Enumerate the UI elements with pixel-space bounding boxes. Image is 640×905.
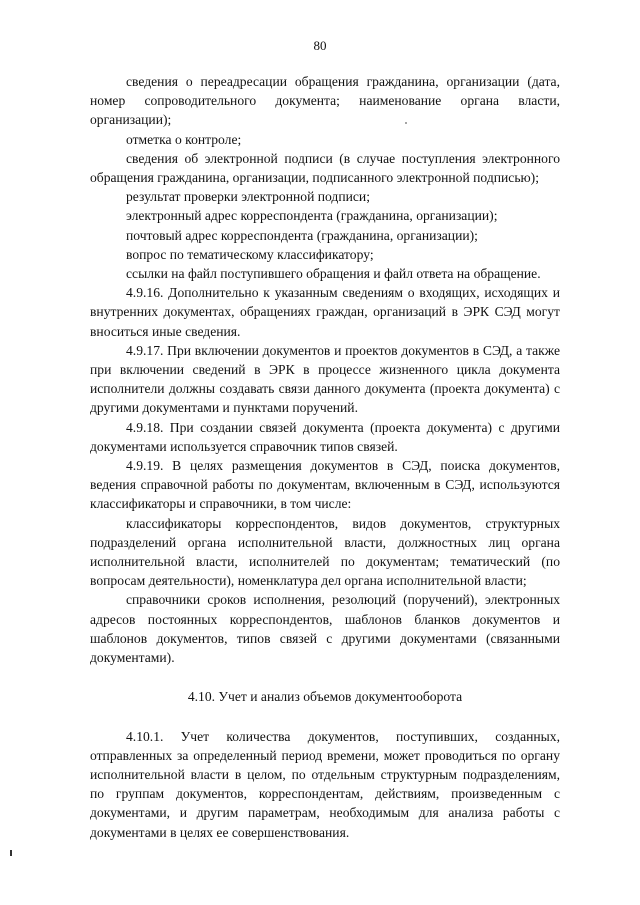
paragraph-reference-books: справочники сроков исполнения, резолюций (поручений), электронных адресов постоянных корреспондентов, шаблонов бланков документов и шаблонов документов, типов связей с другими документами (связанными документами).	[90, 592, 560, 666]
paragraph-4-9-18: 4.9.18. При создании связей документа (проекта документа) с другими документами используется справочник типов связей.	[90, 419, 560, 454]
paragraph-4-9-16: 4.9.16. Дополнительно к указанным сведениям о входящих, исходящих и внутренних документах, обращениях граждан, организаций в ЭРК СЭД могут вноситься иные сведения.	[90, 285, 560, 339]
paragraph: результат проверки электронной подписи;	[126, 189, 370, 205]
section-heading: 4.10. Учет и анализ объемов документооборота	[187, 689, 463, 705]
paragraph: почтовый адрес корреспондента (гражданина, организации);	[126, 227, 478, 243]
paragraph-4-9-17: 4.9.17. При включении документов и проектов документов в СЭД, а также при включении сведений в ЭРК в процессе жизненного цикла документа исполнители должны создавать связи данного документа (проекта документа) с другими документами и пунктами поручений.	[90, 342, 560, 416]
document-body	[90, 72, 560, 842]
paragraph: ссылки на файл поступившего обращения и файл ответа на обращение.	[126, 266, 541, 282]
scan-mark	[10, 850, 12, 856]
paragraph-4-9-19: 4.9.19. В целях размещения документов в СЭД, поиска документов, ведения справочной работы по документам, включенным в СЭД, используются классификаторы и справочники, в том числе:	[90, 458, 560, 512]
paragraph-4-10-1: 4.10.1. Учет количества документов, поступивших, созданных, отправленных за определенный период времени, может проводиться по органу исполнительной власти в целом, по отдельным структурным подразделениям, по группам документов, корреспондентам, действиям, произведенным с документами, и другим параметрам, необходимым для анализа работы с документами в целях ее совершенствования.	[90, 728, 560, 840]
paragraph: сведения о переадресации обращения гражданина, организации (дата, номер сопроводительного документа; наименование органа власти, организации);	[90, 74, 560, 128]
paragraph: отметка о контроле;	[126, 131, 242, 147]
scan-speck	[405, 122, 407, 124]
paragraph: электронный адрес корреспондента (гражданина, организации);	[126, 208, 498, 224]
paragraph-classifiers: классификаторы корреспондентов, видов документов, структурных подразделений органа исполнительной власти, должностных лиц органа исполнительной власти, исполнителей по документам; тематический (по вопросам деятельности), номенклатура дел органа исполнительной власти;	[90, 515, 560, 589]
paragraph: вопрос по тематическому классификатору;	[126, 246, 374, 262]
paragraph: сведения об электронной подписи (в случае поступления электронного обращения гражданина, организации, подписанного электронной подписью);	[90, 150, 560, 186]
page-number: 80	[313, 38, 327, 53]
